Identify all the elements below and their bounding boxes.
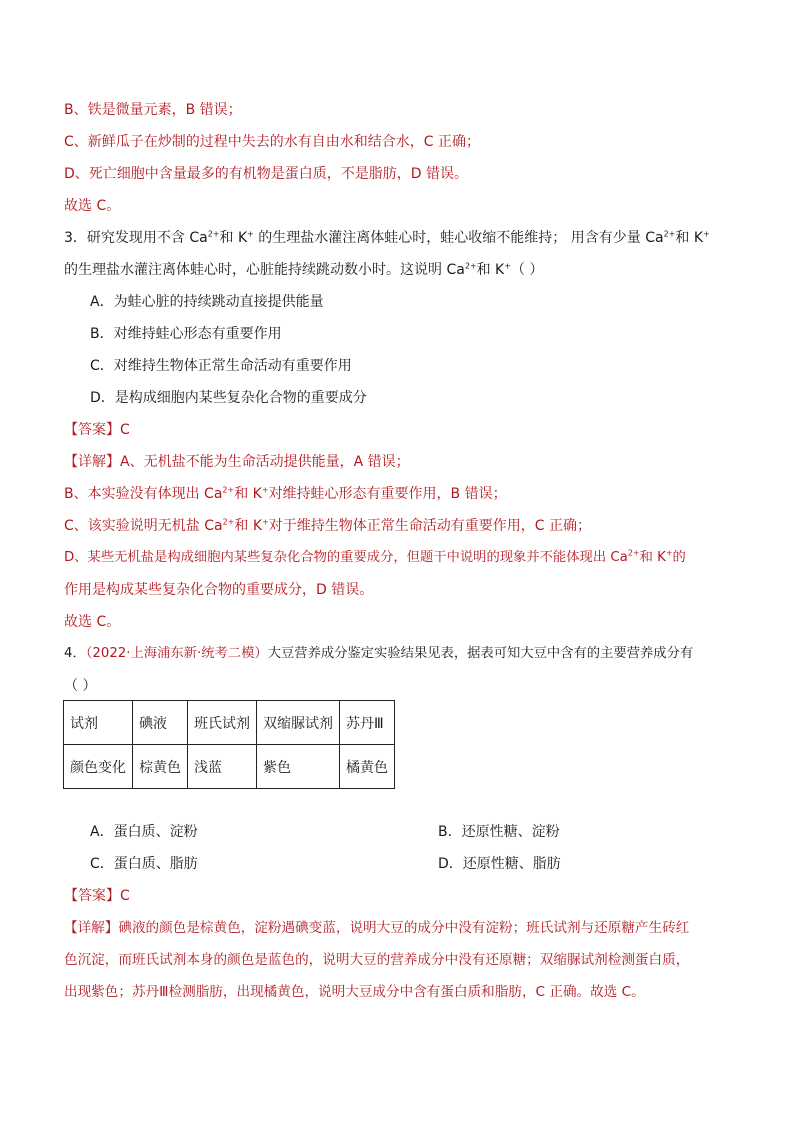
q4-answer: 【答案】C xyxy=(64,888,130,904)
q4-source: （2022·上海浦东新·统考二模） xyxy=(85,646,268,661)
q3-detail-d: D、某些无机盐是构成细胞内某些复杂化合物的重要成分，但题干中说明的现象并不能体现出 $Ca^{2+}$和 K+的 xyxy=(64,548,686,565)
q3-detail-d-cont: 作用是构成某些复杂化合物的重要成分，D 错误。 xyxy=(64,582,374,598)
table-row xyxy=(64,745,395,789)
table-row xyxy=(64,701,395,745)
table-cell: 棕黄色 xyxy=(133,745,188,789)
table-cell: 浅蓝 xyxy=(188,745,257,789)
q3-option-a: A．为蛙心脏的持续跳动直接提供能量 xyxy=(90,294,324,310)
q4-option-d: D．还原性糖、脂肪 xyxy=(438,856,561,872)
analysis-line-d: D、死亡细胞中含量最多的有机物是蛋白质，不是脂肪，D 错误。 xyxy=(64,166,469,182)
q3-option-c: C．对维持生物体正常生命活动有重要作用 xyxy=(90,358,352,374)
q3-detail-a: 【详解】A、无机盐不能为生命活动提供能量，A 错误； xyxy=(64,454,410,470)
q4-results-table xyxy=(63,700,395,789)
q3-option-b: B．对维持蛙心形态有重要作用 xyxy=(90,326,282,342)
q4-detail-3: 出现紫色；苏丹Ⅲ检测脂肪，出现橘黄色，说明大豆成分中含有蛋白质和脂肪，C 正确。故选 C。 xyxy=(64,984,645,1000)
q3-choose: 故选 C。 xyxy=(64,614,121,630)
choose-line: 故选 C。 xyxy=(64,198,121,214)
table-cell: 双缩脲试剂 xyxy=(257,701,340,745)
q4-option-b: B．还原性糖、淀粉 xyxy=(438,824,560,840)
q4-detail-2: 色沉淀，而班氏试剂本身的颜色是蓝色的，说明大豆的营养成分中没有还原糖；双缩脲试剂检测蛋白质， xyxy=(64,952,690,968)
table-cell: 苏丹Ⅲ xyxy=(340,701,395,745)
q3-option-d: D．是构成细胞内某些复杂化合物的重要成分 xyxy=(90,390,367,406)
q4-detail-1: 【详解】碘液的颜色是棕黄色，淀粉遇碘变蓝，说明大豆的成分中没有淀粉；班氏试剂与还原糖产生砖红 xyxy=(64,920,690,936)
analysis-line-b: B、铁是微量元素，B 错误； xyxy=(64,102,242,118)
q3-answer: 【答案】C xyxy=(64,422,130,438)
analysis-line-c: C、新鲜瓜子在炒制的过程中失去的水有自由水和结合水，C 正确； xyxy=(64,134,480,150)
q3-stem-line2: 的生理盐水灌注离体蛙心时，心脏能持续跳动数小时。这说明 $Ca^{2+}$和 K+（ ） xyxy=(64,261,544,278)
q4-option-c: C．蛋白质、脂肪 xyxy=(90,856,198,872)
table-cell: 紫色 xyxy=(257,745,340,789)
table-cell: 试剂 xyxy=(64,701,133,745)
q3-detail-c: C、该实验说明无机盐 $Ca^{2+}$和 K+对于维持生物体正常生命活动有重要作用，C 正确； xyxy=(64,517,591,534)
q4-stem-line2: （ ） xyxy=(64,678,97,694)
q3-detail-b: B、本实验没有体现出 $Ca^{2+}$和 K+对维持蛙心形态有重要作用，B 错误； xyxy=(64,485,507,502)
q4-options-row1 xyxy=(90,822,730,842)
q4-option-a: A．蛋白质、淀粉 xyxy=(90,824,198,840)
table-cell: 橘黄色 xyxy=(340,745,395,789)
table-cell: 颜色变化 xyxy=(64,745,133,789)
table-cell: 碘液 xyxy=(133,701,188,745)
q4-stem-line1: 4．（2022·上海浦东新·统考二模）大豆营养成分鉴定实验结果见表，据表可知大豆中含有的主要营养成分有 xyxy=(64,646,694,661)
q3-stem-line1: 3．研究发现用不含 $Ca^{2+}$和 K+ 的生理盐水灌注离体蛙心时，蛙心收缩不能维持； 用含有少量 $Ca^{2+}$和 K+ xyxy=(64,229,710,246)
table-cell: 班氏试剂 xyxy=(188,701,257,745)
q4-options-row2 xyxy=(90,854,730,874)
